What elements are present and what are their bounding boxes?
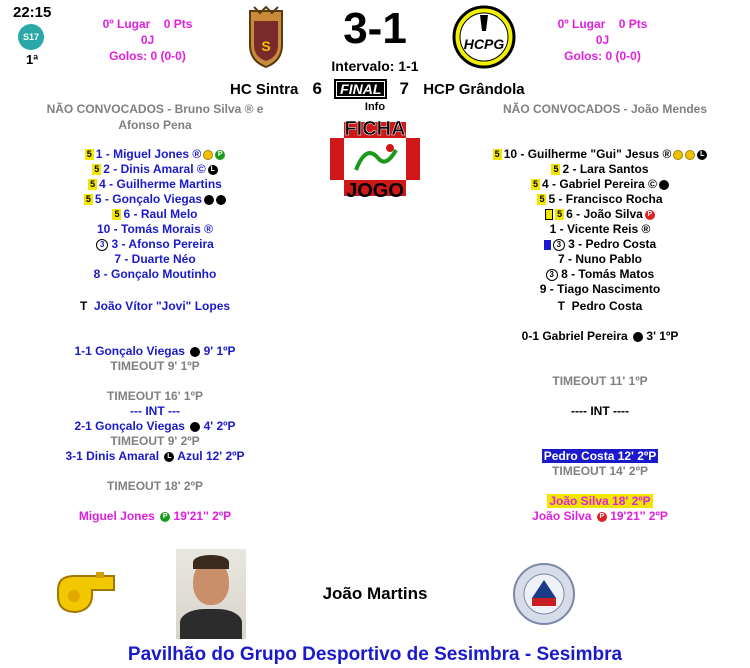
player-name: 3 - Pedro Costa — [568, 237, 657, 251]
home-lineup — [30, 147, 280, 282]
event-blue-card: Pedro Costa 12' 2ºP — [543, 449, 657, 463]
away-games: 0J — [595, 33, 610, 47]
svg-text:S: S — [261, 38, 271, 54]
event-goal: 0-1 Gabriel Pereira 3' 1ºP — [521, 329, 679, 343]
player-row[interactable] — [475, 207, 725, 222]
info-link[interactable]: Info — [364, 101, 386, 113]
player-name: 2 - Dinis Amaral © — [103, 162, 206, 176]
captain-ball-icon: L — [208, 165, 218, 175]
home-stats — [80, 16, 215, 64]
event-timeout: TIMEOUT 9' 2ºP — [110, 434, 200, 448]
starter-badge: 5 — [557, 209, 563, 220]
player-name: 10 - Tomás Morais ® — [97, 222, 213, 236]
player-row[interactable] — [30, 267, 280, 282]
ball-icon — [633, 332, 643, 342]
event-card: João Silva P 19'21'' 2ºP — [532, 509, 668, 523]
green-card-icon: P — [215, 150, 225, 160]
player-row[interactable] — [30, 192, 280, 207]
event-interval: ---- INT ---- — [571, 404, 629, 418]
starter-badge: 5 — [533, 179, 539, 190]
yellow-ball-icon — [685, 150, 695, 160]
player-row[interactable] — [30, 147, 280, 162]
player-row[interactable] — [475, 147, 725, 162]
player-name: 1 - Miguel Jones ® — [95, 147, 202, 161]
ball-icon — [659, 180, 669, 190]
player-name: 1 - Vicente Reis ® — [549, 222, 651, 236]
coach-icon: T — [79, 299, 88, 313]
starter-badge: 5 — [114, 209, 120, 220]
ficha-bottom-label: JOGO — [346, 180, 404, 202]
player-row[interactable] — [30, 252, 280, 267]
player-row[interactable] — [475, 222, 725, 237]
away-goals: Golos: 0 (0-0) — [564, 49, 641, 63]
event-timeout: TIMEOUT 9' 1ºP — [110, 359, 200, 373]
home-games: 0J — [140, 33, 155, 47]
player-row[interactable] — [30, 177, 280, 192]
coach-icon: T — [557, 299, 565, 313]
player-row[interactable] — [30, 237, 280, 252]
starter-badge: 5 — [553, 164, 559, 175]
ficha-jogo-button[interactable] — [326, 114, 424, 204]
starter-badge: 5 — [94, 164, 100, 175]
away-team-name[interactable]: HCP Grândola — [423, 81, 525, 98]
ball-icon — [190, 347, 200, 357]
away-fouls: 7 — [399, 79, 410, 98]
venue-name: Pavilhão do Grupo Desportivo de Sesimbra - Sesimbra — [127, 644, 623, 665]
status-badge: FINAL — [334, 79, 387, 99]
team-line — [230, 79, 570, 99]
starter-badge: 5 — [494, 149, 500, 160]
away-not-called: NÃO CONVOCADOS - João Mendes — [502, 102, 708, 116]
home-not-called: NÃO CONVOCADOS - Bruno Silva ® e Afonso Pena — [46, 102, 264, 132]
player-row[interactable] — [475, 267, 725, 282]
player-row[interactable] — [475, 177, 725, 192]
event-timeout: TIMEOUT 11' 1ºP — [552, 374, 648, 388]
home-goals: Golos: 0 (0-0) — [109, 49, 186, 63]
ball-icon — [216, 195, 226, 205]
home-team-crest[interactable] — [248, 5, 284, 69]
player-row[interactable] — [475, 252, 725, 267]
red-card-icon: P — [597, 512, 607, 522]
home-team-name[interactable]: HC Sintra — [230, 81, 299, 98]
player-row[interactable] — [475, 237, 725, 252]
ball-icon — [204, 195, 214, 205]
event-timeout: TIMEOUT 18' 2ºP — [107, 479, 203, 493]
player-row[interactable] — [30, 207, 280, 222]
event-timeout: TIMEOUT 14' 2ºP — [552, 464, 648, 478]
home-coach: T João Vítor "Jovi" Lopes — [79, 299, 231, 313]
starter-badge: 5 — [85, 194, 91, 205]
away-coach: T Pedro Costa — [557, 299, 643, 313]
assistant-icon: 3 — [96, 239, 108, 251]
red-card-icon: P — [645, 210, 655, 220]
referee-photo — [176, 549, 246, 639]
green-card-icon: P — [160, 512, 170, 522]
home-events — [30, 344, 280, 524]
away-pts: 0 Pts — [618, 17, 648, 31]
player-name: 6 - Raul Melo — [123, 207, 198, 221]
away-logo-text: HCPG — [463, 36, 505, 52]
assistant-icon: 3 — [553, 239, 565, 251]
event-interval: --- INT --- — [130, 404, 180, 418]
player-row[interactable] — [30, 162, 280, 177]
event-goal: 3-1 Dinis Amaral L Azul 12' 2ºP — [65, 449, 245, 463]
round-label: 1ª — [26, 52, 39, 67]
association-crest — [512, 562, 576, 626]
player-name: 5 - Gonçalo Viegas — [94, 192, 203, 206]
referee-name: João Martins — [322, 584, 428, 603]
match-score: 3-1 — [343, 4, 407, 53]
player-name: 5 - Francisco Rocha — [548, 192, 663, 206]
player-row[interactable] — [475, 282, 725, 297]
event-goal: 1-1 Gonçalo Viegas 9' 1ºP — [74, 344, 236, 358]
away-place: 0º Lugar — [557, 17, 606, 31]
event-yellow: João Silva 18' 2ºP — [549, 494, 651, 508]
player-name: 4 - Gabriel Pereira © — [542, 177, 657, 191]
home-pts: 0 Pts — [163, 17, 193, 31]
substituted-icon — [545, 209, 553, 220]
match-time: 22:15 — [13, 4, 52, 21]
player-name: 7 - Nuno Pablo — [558, 252, 642, 266]
starter-badge: 5 — [86, 149, 92, 160]
yellow-ball-icon — [203, 150, 213, 160]
home-place: 0º Lugar — [102, 17, 151, 31]
player-name: 4 - Guilherme Martins — [99, 177, 222, 191]
captain-ball-icon: L — [164, 452, 174, 462]
event-timeout: TIMEOUT 16' 1ºP — [107, 389, 203, 403]
halftime-score: Intervalo: 1-1 — [331, 58, 419, 74]
player-row[interactable] — [475, 162, 725, 177]
starter-badge: 5 — [539, 194, 545, 205]
player-row[interactable] — [30, 222, 280, 237]
away-stats — [535, 16, 670, 64]
event-goal: 2-1 Gonçalo Viegas 4' 2ºP — [74, 419, 236, 433]
player-name: 2 - Lara Santos — [562, 162, 649, 176]
player-name: 3 - Afonso Pereira — [111, 237, 214, 251]
whistle-icon — [52, 568, 122, 616]
player-row[interactable] — [475, 192, 725, 207]
captain-ball-icon: L — [697, 150, 707, 160]
event-card: Miguel Jones P 19'21'' 2ºP — [78, 509, 232, 523]
player-name: 9 - Tiago Nascimento — [539, 282, 661, 296]
home-fouls: 6 — [312, 79, 322, 98]
player-name: 10 - Guilherme "Gui" Jesus ® — [503, 147, 672, 161]
away-lineup — [475, 147, 725, 297]
competition-logo: S17 — [18, 24, 44, 50]
blue-card-icon — [544, 240, 551, 250]
starter-badge: 5 — [90, 179, 96, 190]
player-name: 6 - João Silva — [566, 207, 643, 221]
assistant-icon: 3 — [546, 269, 558, 281]
player-name: 8 - Tomás Matos — [561, 267, 655, 281]
ficha-top-label: FICHA — [344, 118, 406, 140]
player-name: 8 - Gonçalo Moutinho — [93, 267, 217, 281]
away-team-crest[interactable] — [452, 5, 516, 69]
player-name: 7 - Duarte Néo — [114, 252, 196, 266]
yellow-ball-icon — [673, 150, 683, 160]
ball-icon — [190, 422, 200, 432]
away-events — [475, 329, 725, 524]
